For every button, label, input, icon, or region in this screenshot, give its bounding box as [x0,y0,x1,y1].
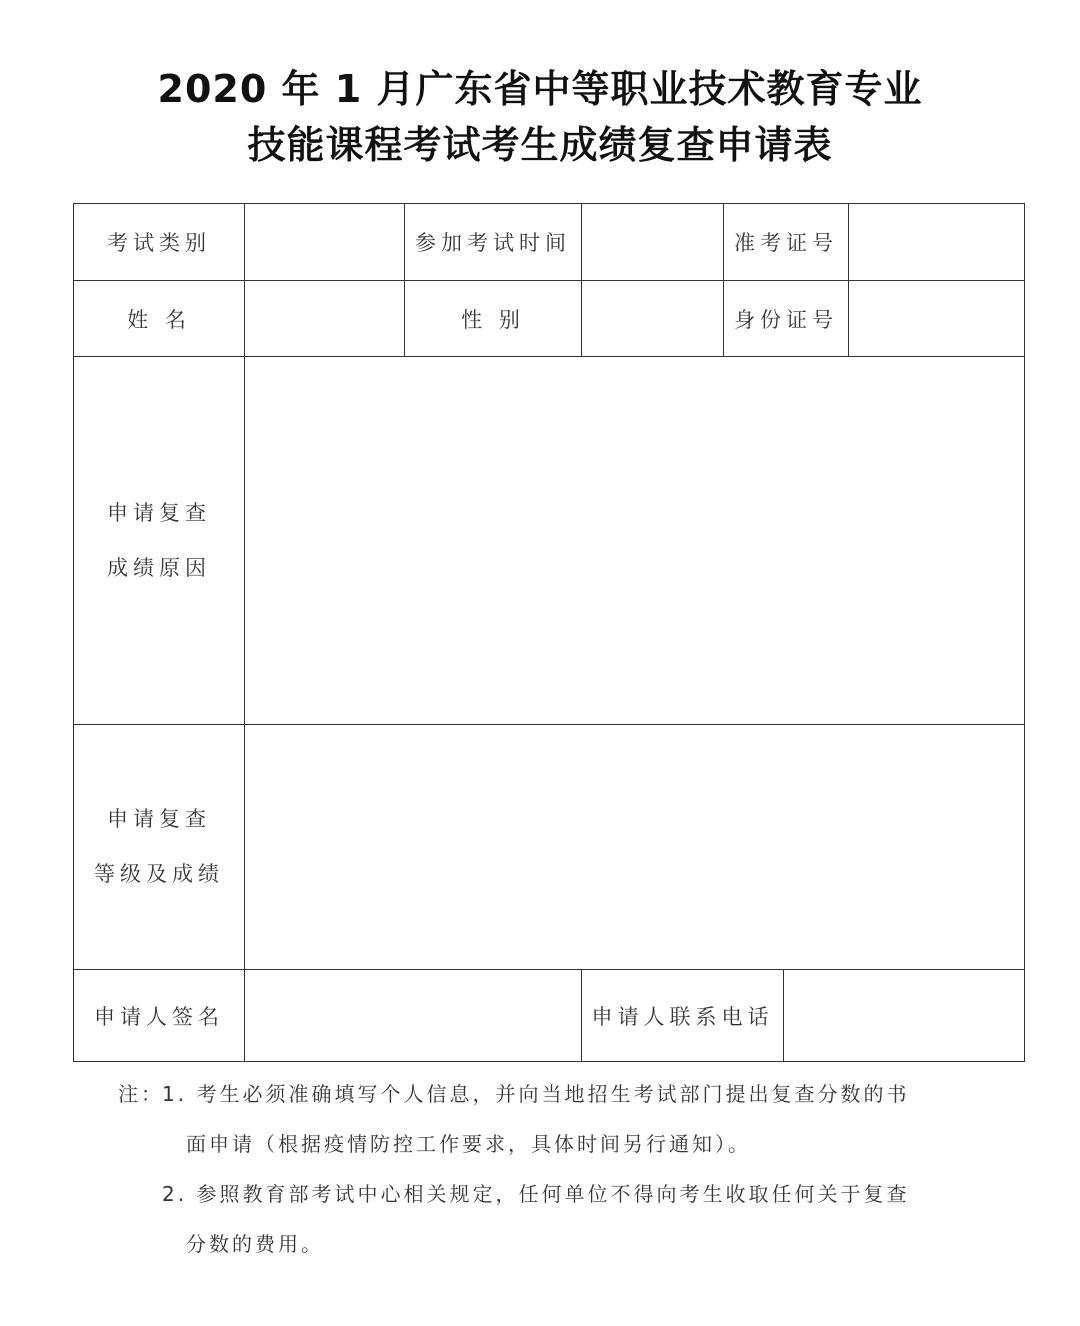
table-row [74,725,1025,970]
gender-label: 性 别 [405,281,582,357]
note-item1-line1: 1. 考生必须准确填写个人信息，并向当地招生考试部门提出复查分数的书 [162,1082,910,1106]
notes-prefix: 注： [118,1082,164,1106]
reason-label [74,357,245,725]
admission-no-field[interactable] [849,204,1025,281]
id-no-label: 身份证号 [724,281,849,357]
reason-label-line1: 申请复查 [107,500,211,525]
exam-category-label: 考试类别 [74,204,245,281]
table-row [74,970,1025,1062]
reason-label-line2: 成绩原因 [107,555,211,580]
note-item2-line1: 2. 参照教育部考试中心相关规定，任何单位不得向考生收取任何关于复查 [162,1182,910,1206]
table-row [74,281,1025,357]
grade-label [74,725,245,970]
gender-field[interactable] [582,281,724,357]
table-row [74,357,1025,725]
note-item2-line2: 分数的费用。 [186,1232,324,1256]
application-form-table [73,203,1025,1062]
exam-time-field[interactable] [582,204,724,281]
grade-label-line2: 等级及成绩 [94,862,224,886]
grade-field[interactable] [245,725,1025,970]
id-no-field[interactable] [849,281,1025,357]
admission-no-label: 准考证号 [724,204,849,281]
name-field[interactable] [245,281,405,357]
grade-label-line1: 申请复查 [107,807,211,831]
signature-field[interactable] [245,970,582,1062]
form-title-line2: 技能课程考试考生成绩复查申请表 [247,123,833,167]
phone-field[interactable] [784,970,1025,1062]
note-item1-line2: 面申请（根据疫情防控工作要求，具体时间另行通知）。 [186,1132,751,1156]
phone-label: 申请人联系电话 [582,970,784,1062]
exam-category-field[interactable] [245,204,405,281]
table-row [74,204,1025,281]
reason-field[interactable] [245,357,1025,725]
name-label: 姓 名 [74,281,245,357]
form-title-line1: 2020 年 1 月广东省中等职业技术教育专业 [157,67,923,111]
exam-time-label: 参加考试时间 [405,204,582,281]
signature-label: 申请人签名 [74,970,245,1062]
